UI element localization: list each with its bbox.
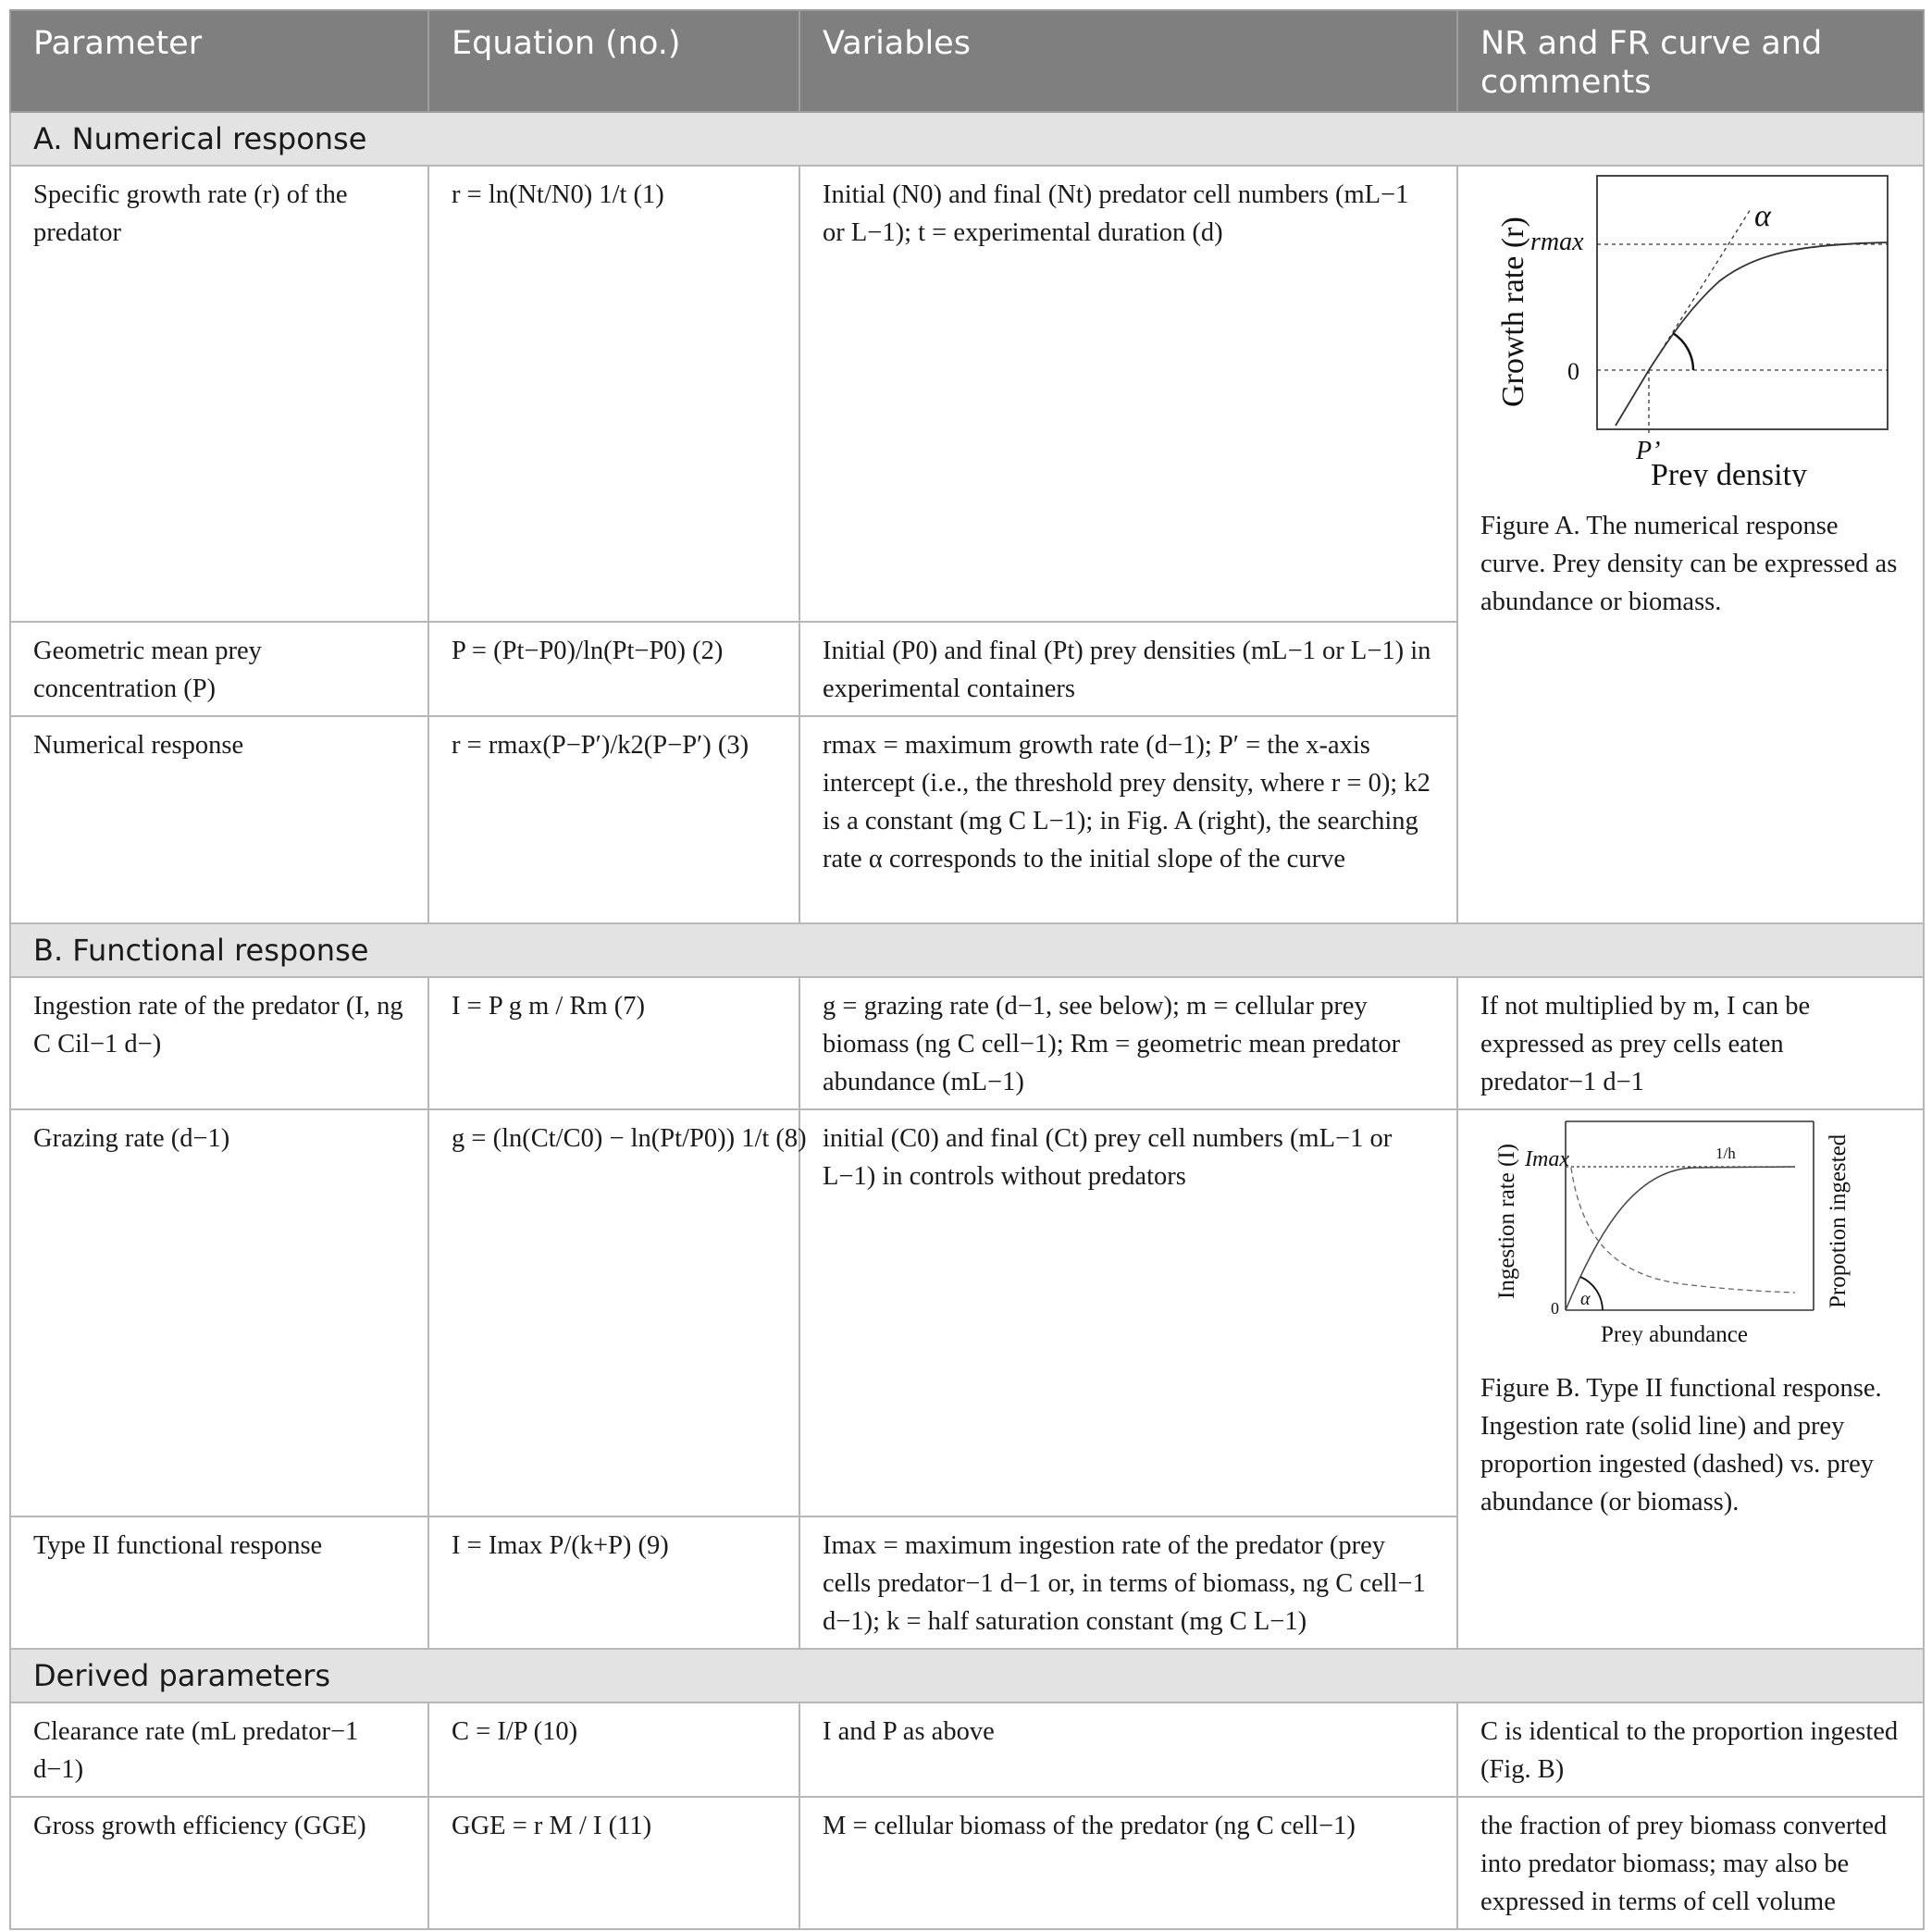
parameter-cell bbox=[10, 1109, 428, 1516]
equation-2: P = (Pt−P0)/ln(Pt−P0) (2) bbox=[452, 637, 724, 665]
variables-cell bbox=[799, 1702, 1457, 1797]
header-variables: Variables bbox=[799, 10, 1457, 112]
figure-a-cell bbox=[1457, 166, 1924, 923]
functional-response-figure bbox=[1480, 1114, 1878, 1345]
section-row bbox=[10, 112, 1924, 166]
param-numerical-response: Numerical response bbox=[33, 731, 244, 760]
equation-cell bbox=[428, 1516, 799, 1649]
param-grazing-rate: Grazing rate (d−1) bbox=[33, 1124, 230, 1153]
section-numerical-response: A. Numerical response bbox=[10, 112, 1924, 166]
equation-cell bbox=[428, 1797, 799, 1929]
comment-cell bbox=[1457, 977, 1924, 1109]
parameter-cell bbox=[10, 166, 428, 622]
variables-8: M = cellular biomass of the predator (ng C cell−1) bbox=[823, 1812, 1356, 1840]
param-geometric-mean: Geometric mean prey concentration (P) bbox=[33, 637, 262, 703]
comment-7: C is identical to the proportion ingested (Fig. B) bbox=[1480, 1717, 1899, 1784]
fig-b-imax: Imax bbox=[1525, 1147, 1569, 1171]
equation-cell bbox=[428, 1702, 799, 1797]
variables-cell bbox=[799, 1516, 1457, 1649]
section-derived-parameters: Derived parameters bbox=[10, 1649, 1924, 1702]
equation-10: C = I/P (10) bbox=[452, 1717, 578, 1746]
fig-b-ylabel: Ingestion rate (I) bbox=[1494, 1144, 1519, 1299]
fig-b-h: 1/h bbox=[1715, 1145, 1736, 1162]
table-row bbox=[10, 1797, 1924, 1929]
variables-6: Imax = maximum ingestion rate of the predator (prey cells predator−1 d−1 or, in terms of biomass, ng C cell−1 d−1); k = half saturation constant (mg C L−1) bbox=[823, 1531, 1426, 1636]
parameter-cell bbox=[10, 1702, 428, 1797]
parameter-cell bbox=[10, 1516, 428, 1649]
parameters-table bbox=[9, 9, 1925, 1930]
variables-2: Initial (P0) and final (Pt) prey densities (mL−1 or L−1) in experimental containers bbox=[823, 637, 1431, 703]
equation-3: r = rmax(P−P′)/k2(P−P′) (3) bbox=[452, 731, 749, 760]
section-row bbox=[10, 923, 1924, 977]
variables-cell bbox=[799, 1109, 1457, 1516]
figure-b-caption: Figure B. Type II functional response. Ingestion rate (solid line) and prey proportion ingested (dashed) vs. prey abundance (or biomass). bbox=[1480, 1374, 1882, 1516]
variables-7: I and P as above bbox=[823, 1717, 995, 1746]
fig-a-zero: 0 bbox=[1567, 358, 1579, 385]
variables-5: initial (C0) and final (Ct) prey cell numbers (mL−1 or L−1) in controls without predators bbox=[823, 1124, 1393, 1191]
equation-cell bbox=[428, 166, 799, 622]
parameter-cell bbox=[10, 716, 428, 923]
section-row bbox=[10, 1649, 1924, 1702]
equation-7: I = P g m / Rm (7) bbox=[452, 992, 645, 1021]
param-type-ii: Type II functional response bbox=[33, 1531, 323, 1560]
header-equation: Equation (no.) bbox=[428, 10, 799, 112]
equation-cell bbox=[428, 622, 799, 716]
fig-b-alpha: α bbox=[1580, 1289, 1591, 1309]
parameter-cell bbox=[10, 622, 428, 716]
fig-b-zero: 0 bbox=[1551, 1299, 1559, 1318]
fig-a-alpha: α bbox=[1754, 199, 1771, 233]
param-clearance-rate: Clearance rate (mL predator−1 d−1) bbox=[33, 1717, 359, 1784]
table-row bbox=[10, 166, 1924, 622]
table-row bbox=[10, 1702, 1924, 1797]
numerical-response-figure bbox=[1480, 172, 1897, 487]
table-row bbox=[10, 1109, 1924, 1516]
fig-a-xlabel: Prey density bbox=[1651, 458, 1808, 487]
header-parameter: Parameter bbox=[10, 10, 428, 112]
param-ingestion-rate: Ingestion rate of the predator (I, ng C Cil−1 d−) bbox=[33, 992, 403, 1058]
comment-4: If not multiplied by m, I can be expressed as prey cells eaten predator−1 d−1 bbox=[1480, 992, 1811, 1096]
fig-a-ylabel: Growth rate (r) bbox=[1496, 217, 1530, 407]
variables-3: rmax = maximum growth rate (d−1); P′ = the x-axis intercept (i.e., the threshold prey density, where r = 0); k2 is a constant (mg C L−1); in Fig. A (right), the searching rate α corresponds to the initial slope of the curve bbox=[823, 731, 1430, 873]
param-gge: Gross growth efficiency (GGE) bbox=[33, 1812, 366, 1840]
header-curve-comments: NR and FR curve and comments bbox=[1457, 10, 1924, 112]
equation-9: I = Imax P/(k+P) (9) bbox=[452, 1531, 669, 1560]
variables-cell bbox=[799, 977, 1457, 1109]
fig-a-rmax: rmax bbox=[1530, 228, 1584, 256]
equation-1: r = ln(Nt/N0) 1/t (1) bbox=[452, 180, 664, 209]
equation-cell bbox=[428, 1109, 807, 1516]
figure-b-cell bbox=[1457, 1109, 1924, 1649]
table-row bbox=[10, 977, 1924, 1109]
param-growth-rate: Specific growth rate (r) of the predator bbox=[33, 180, 348, 247]
comment-cell bbox=[1457, 1702, 1924, 1797]
equation-cell bbox=[428, 977, 799, 1109]
comment-8: the fraction of prey biomass converted into predator biomass; may also be expressed in terms of cell volume bbox=[1480, 1812, 1888, 1916]
header-row bbox=[10, 10, 1924, 112]
fig-a-pprime: P’ bbox=[1636, 437, 1661, 465]
variables-cell bbox=[799, 622, 1457, 716]
parameter-cell bbox=[10, 1797, 428, 1929]
variables-cell bbox=[799, 166, 1457, 622]
equation-11: GGE = r M / I (11) bbox=[452, 1812, 652, 1840]
equation-8: g = (ln(Ct/C0) − ln(Pt/P0)) 1/t (8) bbox=[452, 1124, 807, 1153]
variables-cell bbox=[799, 1797, 1457, 1929]
comment-cell bbox=[1457, 1797, 1924, 1929]
parameter-cell bbox=[10, 977, 428, 1109]
fig-b-xlabel: Prey abundance bbox=[1601, 1322, 1748, 1345]
fig-b-ylabel-right: Propotion ingested bbox=[1826, 1133, 1851, 1308]
figure-a-caption: Figure A. The numerical response curve. Prey density can be expressed as abundance or biomass. bbox=[1480, 512, 1898, 616]
equation-cell bbox=[428, 716, 799, 923]
variables-1: Initial (N0) and final (Nt) predator cell numbers (mL−1 or L−1); t = experimental duration (d) bbox=[823, 180, 1409, 247]
variables-cell bbox=[799, 716, 1457, 923]
section-functional-response: B. Functional response bbox=[10, 923, 1924, 977]
variables-4: g = grazing rate (d−1, see below); m = cellular prey biomass (ng C cell−1); Rm = geometric mean predator abundance (mL−1) bbox=[823, 992, 1401, 1096]
